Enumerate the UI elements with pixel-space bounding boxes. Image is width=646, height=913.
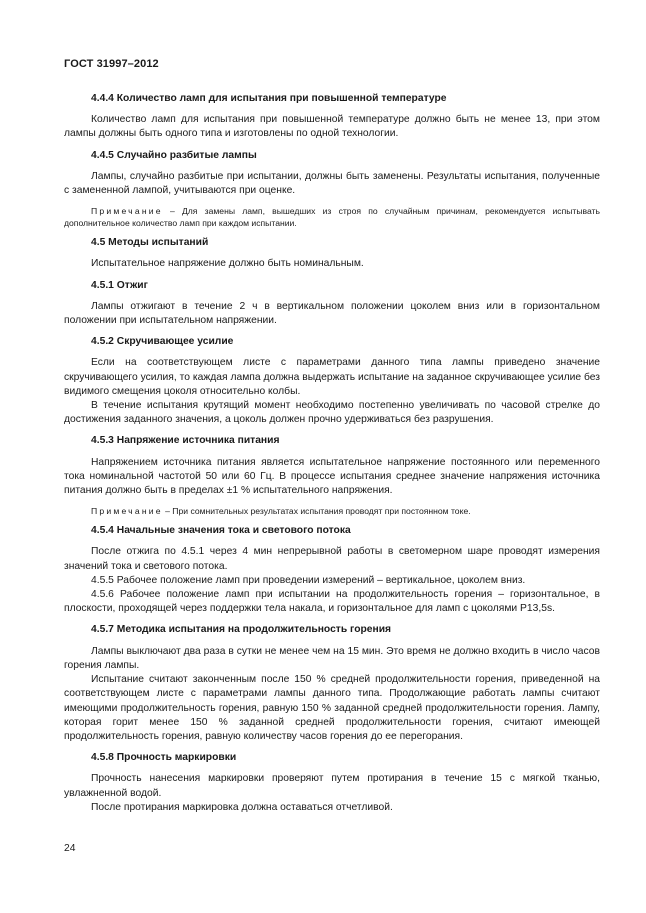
section-heading: 4.4.5 Случайно разбитые лампы: [91, 149, 257, 161]
section-heading: 4.5.3 Напряжение источника питания: [91, 435, 280, 447]
note: [64, 205, 600, 229]
paragraph: Лампы выключают два раза в сутки не менее чем на 15 мин. Это время не должно входить в число часов горения лампы.: [64, 645, 600, 671]
paragraph: Испытание считают законченным после 150 % средней продолжительности горения, приведенной на соответствующем листе с параметрами лампы данного типа. Продолжающие работать лампы считают имеющими продолжительность горения, равную 150 % заданной средней продолжительности горения. Лампу, которая горит менее 150 % заданной средней продолжительности горения, считают имеющей продолжительность горения, равную количеству часов горения до ее перегорания.: [64, 674, 600, 742]
section-heading: 4.5.8 Прочность маркировки: [91, 752, 237, 764]
paragraph: 4.5.5 Рабочее положение ламп при проведении измерений – вертикальное, цоколем вниз.: [91, 574, 526, 586]
document-code: ГОСТ 31997–2012: [64, 58, 159, 70]
section-heading: 4.5.1 Отжиг: [91, 279, 148, 291]
note-text: – Для замены ламп, вышедших из строя по случайным причинам, рекомендуется испытывать дополнительное количество ламп при каждом испытании.: [64, 206, 600, 229]
section: [64, 149, 600, 230]
section: [64, 335, 600, 427]
paragraph: 4.5.6 Рабочее положение ламп при испытании на продолжительность горения – горизонтальное, в плоскости, проходящей через поддержки тела накала, и горизонтальное для ламп с цоколями P13,5s.: [64, 589, 600, 615]
note-label: Примечание: [91, 206, 163, 217]
paragraph: Лампы, случайно разбитые при испытании, должны быть заменены. Результаты испытания, полученные с замененной лампой, учитываются при оценке.: [64, 170, 600, 197]
paragraph: Если на соответствующем листе с параметрами данного типа лампы приведено значение скручивающего усилия, то каждая лампа должна выдержать испытание на заданное скручивающее усилие без видимого смещения цоколя относительно колбы.: [64, 357, 600, 397]
paragraph: Напряжением источника питания является испытательное напряжение постоянного или переменного тока номинальной частотой 50 или 60 Гц. В процессе испытания среднее значение напряжения источника питания должно быть в пределах ±1 % испытательного напряжения.: [64, 456, 600, 497]
section: [64, 434, 600, 517]
note-label: Примечание: [91, 506, 163, 517]
section: [64, 92, 600, 142]
section-heading: 4.5 Методы испытаний: [91, 237, 209, 249]
note-text: – При сомнительных результатах испытания проводят при постоянном токе.: [162, 506, 471, 517]
note: [64, 505, 600, 517]
paragraph: Испытательное напряжение должно быть номинальным.: [91, 258, 364, 270]
paragraph: Количество ламп для испытания при повышенной температуре должно быть не менее 13, при этом лампы должны быть одного типа и изготовлены по одной технологии.: [64, 114, 600, 140]
section-heading: 4.4.4 Количество ламп для испытания при повышенной температуре: [91, 93, 447, 104]
section: [64, 623, 600, 744]
section: [64, 524, 600, 616]
paragraph: После отжига по 4.5.1 через 4 мин непрерывной работы в светомерном шаре проводят измерения значений тока и светового потока.: [64, 546, 600, 572]
paragraph: Прочность нанесения маркировки проверяют путем протирания в течение 15 с мягкой тканью, увлажненной водой.: [64, 773, 600, 799]
section: [64, 279, 600, 329]
page-number: 24: [64, 843, 76, 854]
paragraph: После протирания маркировка должна оставаться отчетливой.: [91, 801, 393, 813]
section-heading: 4.5.4 Начальные значения тока и светового потока: [91, 525, 351, 537]
section: [64, 236, 600, 271]
section-heading: 4.5.7 Методика испытания на продолжительность горения: [91, 624, 392, 636]
section: [64, 751, 600, 815]
section-heading: 4.5.2 Скручивающее усилие: [91, 336, 234, 348]
document-body: [64, 92, 600, 815]
paragraph: Лампы отжигают в течение 2 ч в вертикальном положении цоколем вниз или в горизонтальном положении при испытательном напряжении.: [64, 300, 600, 327]
paragraph: В течение испытания крутящий момент необходимо постепенно увеличивать по часовой стрелке до достижения заданного значения, а цоколь должен прочно удерживаться без разрушения.: [64, 400, 600, 426]
